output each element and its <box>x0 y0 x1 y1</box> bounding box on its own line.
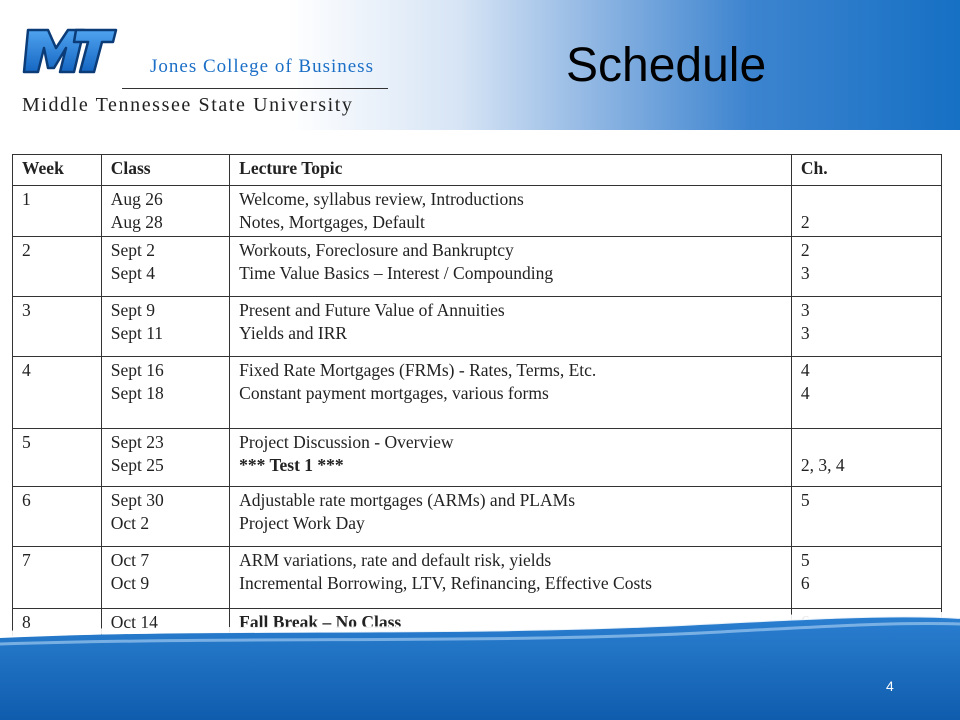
slide-number: 4 <box>886 678 894 694</box>
chapter-ref: 3 <box>800 300 810 320</box>
class-date: Aug 28 <box>110 212 163 232</box>
lecture-topic: Workouts, Foreclosure and Bankruptcy <box>239 240 514 260</box>
chapter-ref: 5 <box>800 490 810 510</box>
chapter-ref: 3 <box>800 263 810 283</box>
chapter-ref <box>801 512 932 535</box>
class-date: Sept 16 <box>110 360 164 380</box>
table-row <box>13 297 942 357</box>
schedule-table <box>12 154 942 636</box>
header-class: Class <box>101 155 229 186</box>
class-date: Sept 25 <box>110 455 164 475</box>
lecture-topic: Constant payment mortgages, various forms <box>239 383 549 403</box>
table-row <box>13 487 942 547</box>
class-date: Sept 18 <box>110 383 164 403</box>
chapter-ref: 4 <box>800 360 810 380</box>
cell-topic <box>230 357 792 429</box>
cell-week <box>13 237 102 297</box>
university-name: Middle Tennessee State University <box>22 94 354 116</box>
cell-topic <box>230 297 792 357</box>
header-topic: Lecture Topic <box>230 155 792 186</box>
chapter-ref <box>801 188 932 211</box>
cell-topic <box>230 487 792 547</box>
cell-class <box>101 357 229 429</box>
cell-topic <box>230 237 792 297</box>
lecture-topic: Project Work Day <box>239 513 365 533</box>
slide-title: Schedule <box>566 39 767 92</box>
cell-class <box>101 487 229 547</box>
cell-chapter <box>791 429 941 487</box>
week-number: 5 <box>22 432 31 452</box>
university-logo <box>22 18 394 116</box>
chapter-ref: 2 <box>800 240 810 260</box>
lecture-topic: Welcome, syllabus review, Introductions <box>239 189 524 209</box>
chapter-ref: 2 <box>800 212 810 232</box>
chapter-ref <box>801 431 932 454</box>
mt-logo-icon <box>22 22 118 80</box>
table-header-row <box>13 155 942 186</box>
chapter-ref: 2, 3, 4 <box>800 455 845 475</box>
cell-class <box>101 297 229 357</box>
chapter-ref: 4 <box>800 383 810 403</box>
chapter-ref: 3 <box>800 323 810 343</box>
cell-chapter <box>791 186 941 237</box>
class-date: Oct 7 <box>110 550 150 570</box>
lecture-topic: *** Test 1 *** <box>239 455 344 475</box>
week-number: 3 <box>22 300 31 320</box>
class-date: Sept 4 <box>110 263 155 283</box>
college-name: Jones College of Business <box>150 56 374 77</box>
cell-class <box>101 186 229 237</box>
week-number: 4 <box>22 360 31 380</box>
cell-chapter <box>791 237 941 297</box>
cell-topic <box>230 429 792 487</box>
class-date: Sept 23 <box>110 432 164 452</box>
schedule-table-container <box>12 154 944 636</box>
footer-wave <box>0 600 960 720</box>
chapter-ref: 6 <box>800 573 810 593</box>
table-row <box>13 357 942 429</box>
chapter-ref: 5 <box>800 550 810 570</box>
class-date: Sept 2 <box>110 240 155 260</box>
week-number: 7 <box>22 550 31 570</box>
cell-chapter <box>791 487 941 547</box>
lecture-topic: Time Value Basics – Interest / Compounding <box>239 263 554 283</box>
lecture-topic: Project Discussion - Overview <box>239 432 454 452</box>
table-row <box>13 237 942 297</box>
cell-chapter <box>791 357 941 429</box>
class-date: Oct 9 <box>110 573 150 593</box>
schedule-body <box>13 186 942 637</box>
header-chapter: Ch. <box>791 155 941 186</box>
table-row <box>13 429 942 487</box>
cell-chapter <box>791 297 941 357</box>
lecture-topic: Adjustable rate mortgages (ARMs) and PLAMs <box>239 490 576 510</box>
lecture-topic: ARM variations, rate and default risk, yields <box>239 550 552 570</box>
class-date: Oct 14 <box>110 612 158 632</box>
class-date: Sept 11 <box>110 323 164 343</box>
lecture-topic: Notes, Mortgages, Default <box>239 212 425 232</box>
cell-class <box>101 429 229 487</box>
lecture-topic: Incremental Borrowing, LTV, Refinancing, Effective Costs <box>239 573 652 593</box>
table-row <box>13 186 942 237</box>
cell-week <box>13 429 102 487</box>
lecture-topic: Present and Future Value of Annuities <box>239 300 505 320</box>
class-date: Sept 30 <box>110 490 164 510</box>
week-number: 6 <box>22 490 31 510</box>
lecture-topic: Yields and IRR <box>239 323 348 343</box>
cell-class <box>101 237 229 297</box>
logo-divider <box>122 88 388 89</box>
lecture-topic: Fixed Rate Mortgages (FRMs) - Rates, Terms, Etc. <box>239 360 597 380</box>
cell-week <box>13 186 102 237</box>
week-number: 2 <box>22 240 31 260</box>
class-date: Sept 9 <box>110 300 155 320</box>
lecture-topic: Fall Break – No Class <box>239 612 402 632</box>
cell-week <box>13 297 102 357</box>
week-number: 8 <box>22 612 31 632</box>
class-date: Aug 26 <box>110 189 163 209</box>
cell-topic <box>230 186 792 237</box>
week-number: 1 <box>22 189 31 209</box>
cell-week <box>13 357 102 429</box>
cell-week <box>13 487 102 547</box>
header-week: Week <box>13 155 102 186</box>
class-date: Oct 2 <box>110 513 150 533</box>
